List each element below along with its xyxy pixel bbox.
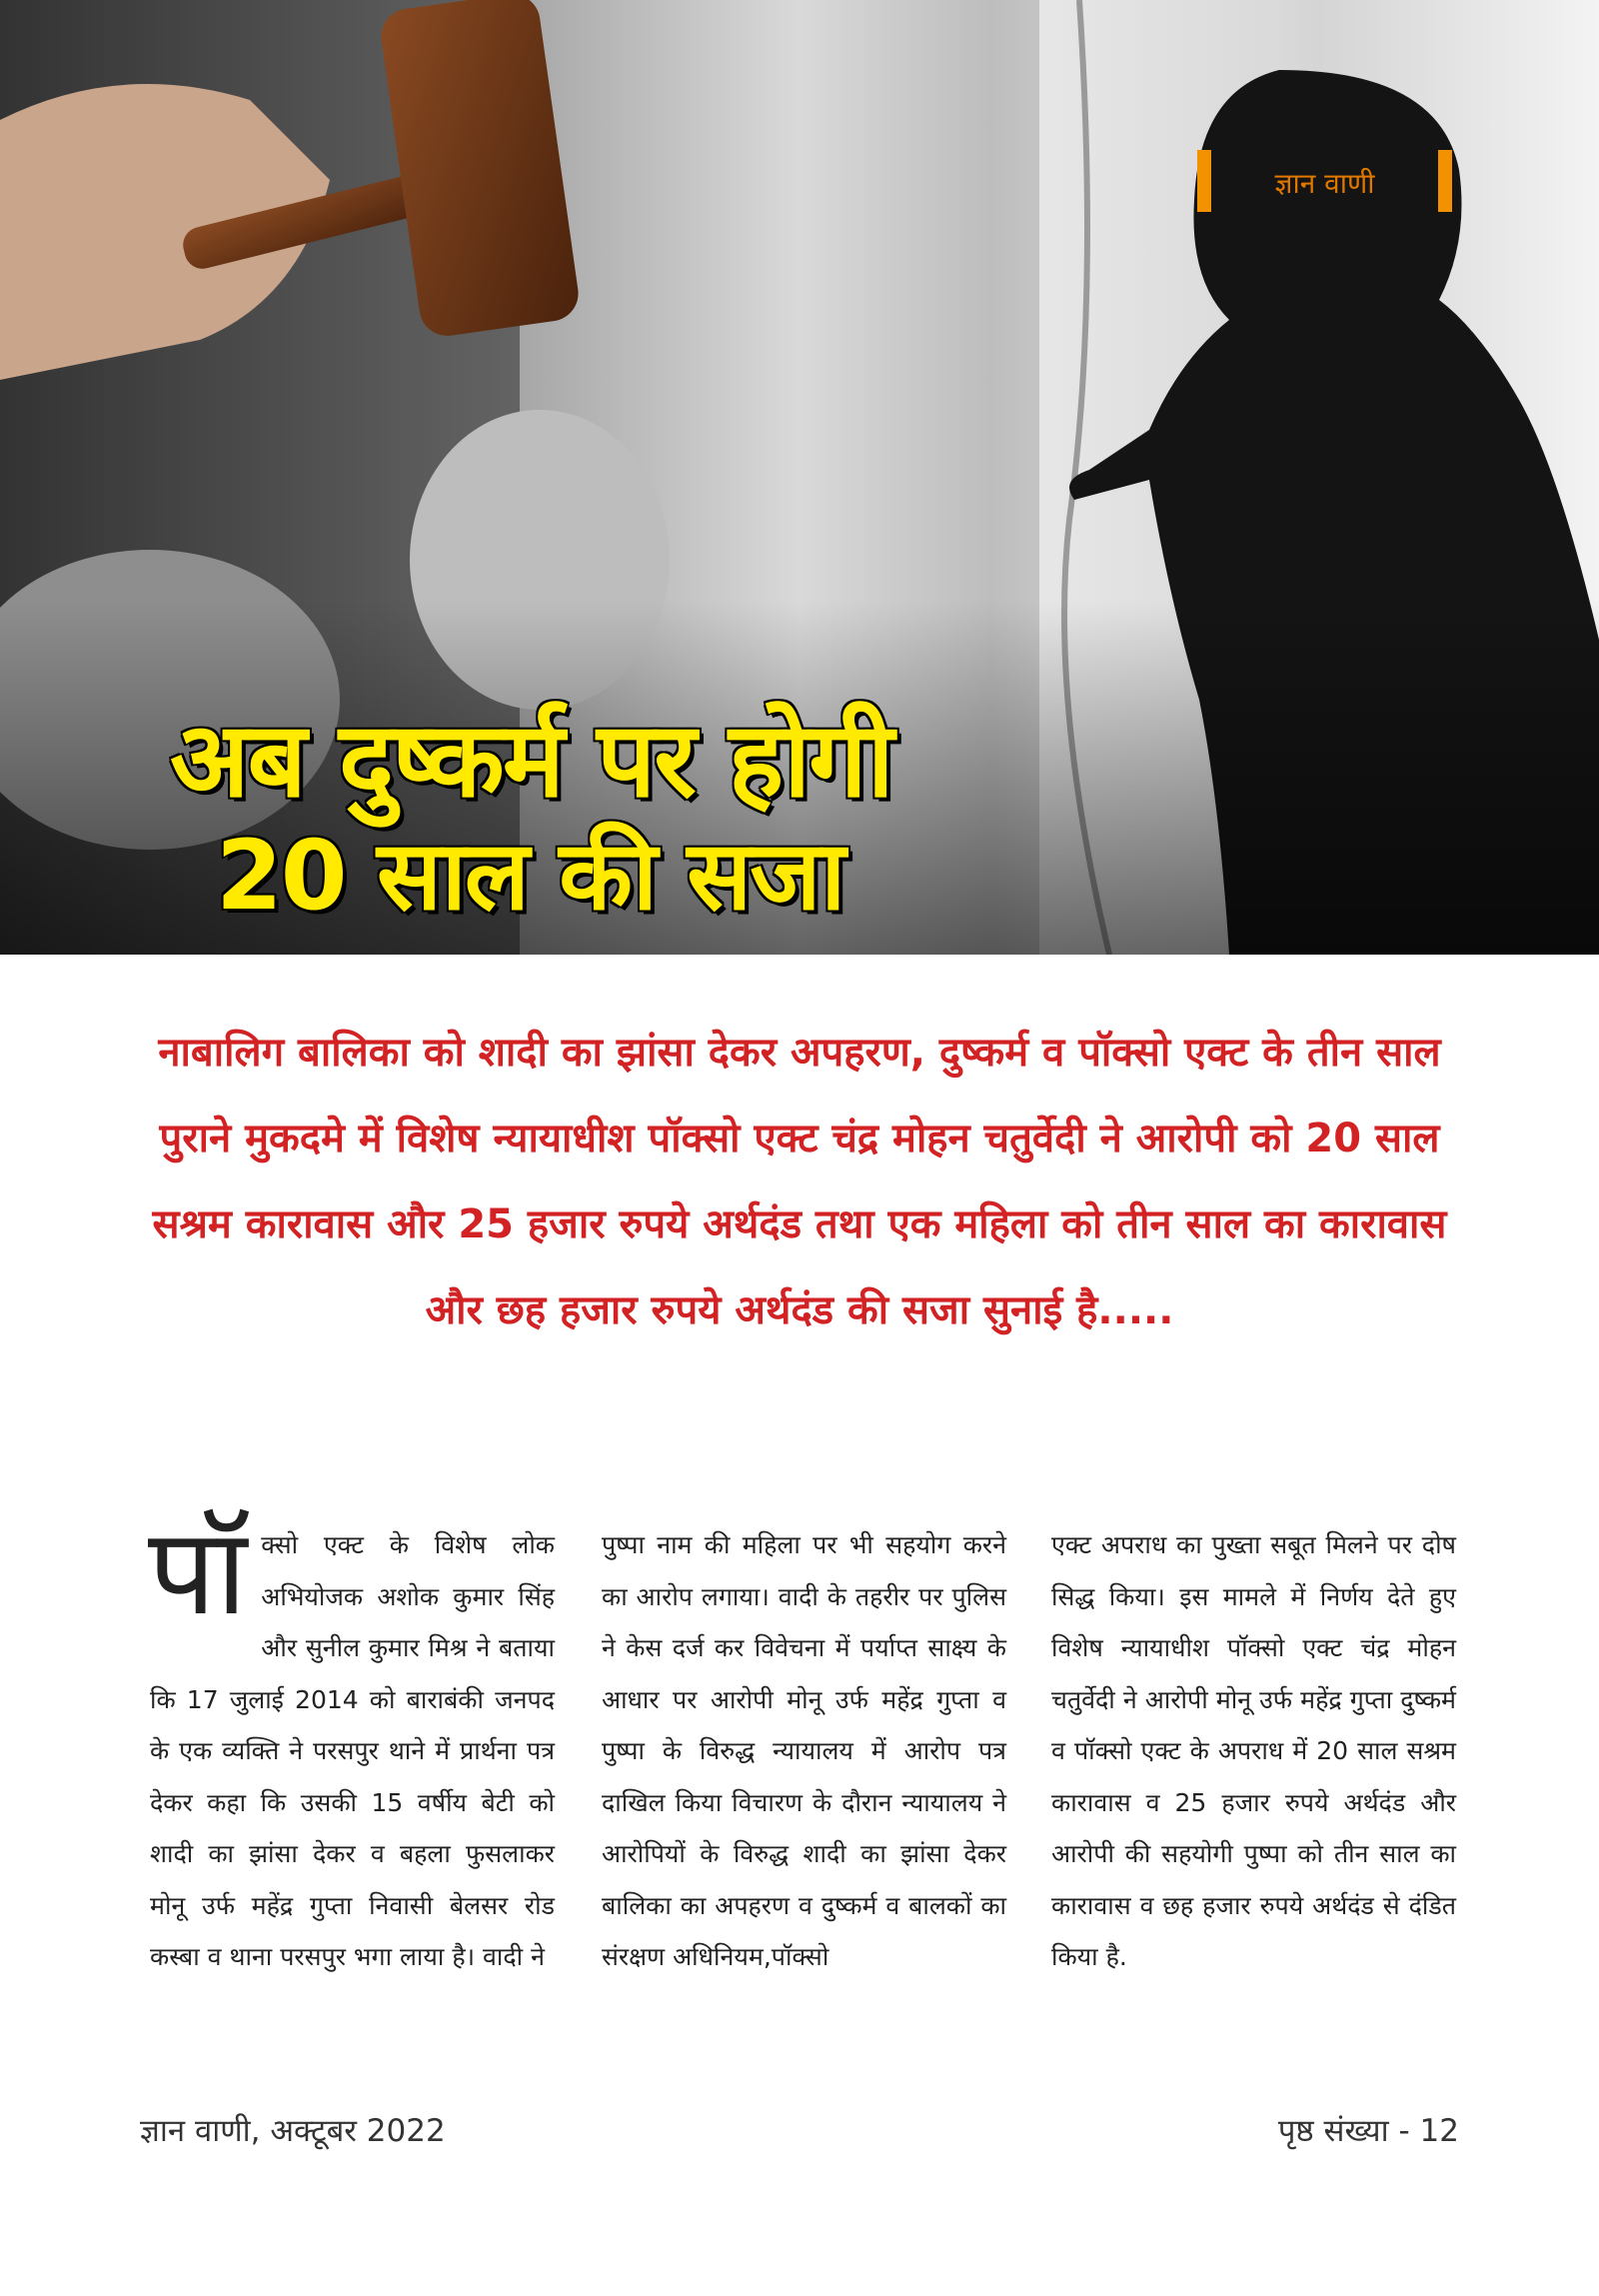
headline-line-2: 20 साल की सजा	[216, 820, 844, 932]
drop-cap: पॉ	[148, 1503, 248, 1642]
badge-bar-right	[1438, 150, 1452, 212]
badge-label: ज्ञान वाणी	[1274, 167, 1375, 200]
lead-paragraph: नाबालिग बालिका को शादी का झांसा देकर अपहरण, दुष्कर्म व पॉक्सो एक्ट के तीन साल पुराने मुकदमे में विशेष न्यायाधीश पॉक्सो एक्ट चंद्र मोहन चतुर्वेदी ने आरोपी को 20 साल सश्रम कारावास और 25 हजार रुपये अर्थदंड तथा एक महिला को तीन साल का कारावास और छह हजार रुपये अर्थदंड की सजा सुनाई है.....	[152, 1030, 1447, 1333]
body-column-3: एक्ट अपराध का पुख्ता सबूत मिलने पर दोष सिद्ध किया। इस मामले में निर्णय देते हुए विशेष न्यायाधीश पॉक्सो एक्ट चंद्र मोहन चतुर्वेदी ने आरोपी मोनू उर्फ महेंद्र गुप्ता दुष्कर्म व पॉक्सो एक्ट के अपराध में 20 साल सश्रम कारावास व 25 हजार रुपये अर्थदंड और आरोपी की सहयोगी पुष्पा को तीन साल का कारावास व छह हजार रुपये अर्थदंड से दंडित किया है.	[1051, 1530, 1456, 1971]
article-body	[148, 1503, 1464, 2049]
body-column-1-text: क्सो एक्ट के विशेष लोक अभियोजक अशोक कुमार सिंह और सुनील कुमार मिश्र ने बताया कि 17 जुलाई 2014 को बाराबंकी जनपद के एक व्यक्ति ने परसपुर थाने में प्रार्थना पत्र देकर कहा कि उसकी 15 वर्षीय बेटी को शादी का झांसा देकर व बहला फुसलाकर मोनू उर्फ महेंद्र गुप्ता निवासी बेलसर रोड कस्बा व थाना परसपुर भगा लाया है। वादी ने	[150, 1530, 555, 1971]
section-badge	[1197, 150, 1452, 212]
body-column-2: पुष्पा नाम की महिला पर भी सहयोग करने का आरोप लगाया। वादी के तहरीर पर पुलिस ने केस दर्ज कर विवेचना में पर्याप्त साक्ष्य के आधार पर आरोपी मोनू उर्फ महेंद्र गुप्ता व पुष्पा के विरुद्ध न्यायालय में आरोप पत्र दाखिल किया विचारण के दौरान न्यायालय ने आरोपियों के विरुद्ध शादी का झांसा देकर बालिका का अपहरण व दुष्कर्म व बालकों का संरक्षण अधिनियम,पॉक्सो	[602, 1530, 1006, 1971]
headline-line-1: अब दुष्कर्म पर होगी	[170, 699, 892, 821]
footer-page-number: पृष्ठ संख्या - 12	[1277, 2113, 1459, 2149]
headline	[170, 700, 892, 932]
hero-image	[0, 0, 1599, 955]
footer-publication: ज्ञान वाणी, अक्टूबर 2022	[140, 2113, 446, 2149]
body-column-1	[148, 1503, 555, 1983]
